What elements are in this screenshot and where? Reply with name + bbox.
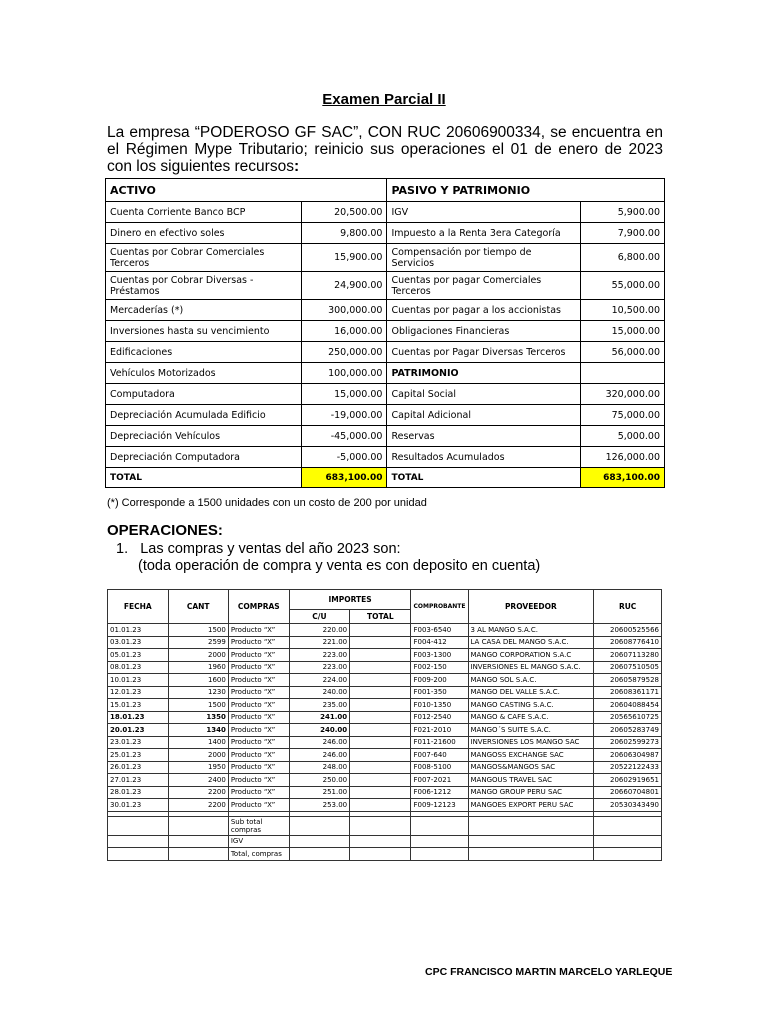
summary-cell <box>411 835 468 848</box>
summary-cell <box>411 848 468 861</box>
purchase-cant: 1340 <box>168 724 228 737</box>
purchase-producto: Producto “X” <box>228 686 289 699</box>
balance-pasivo-label: Resultados Acumulados <box>387 447 581 468</box>
balance-pasivo-label: Impuesto a la Renta 3era Categoría <box>387 223 581 244</box>
purchase-row <box>108 774 662 787</box>
purchase-ruc: 20608776410 <box>594 636 662 649</box>
purchase-cu: 240.00 <box>289 686 349 699</box>
purchase-cant: 2000 <box>168 649 228 662</box>
purchase-proveedor: 3 AL MANGO S.A.C. <box>468 624 594 637</box>
purchase-total <box>350 686 411 699</box>
purchase-cu: 223.00 <box>289 649 349 662</box>
purchase-row <box>108 711 662 724</box>
purchase-row <box>108 799 662 812</box>
purchase-row <box>108 736 662 749</box>
summary-cell <box>168 816 228 835</box>
page-title: Examen Parcial II <box>322 91 446 108</box>
purchase-fecha: 01.01.23 <box>108 624 169 637</box>
purchase-ruc: 20607113280 <box>594 649 662 662</box>
purchase-cant: 1350 <box>168 711 228 724</box>
purchase-proveedor: MANGOSS EXCHANGE SAC <box>468 749 594 762</box>
subtotal-label-line2: compras <box>230 825 262 834</box>
total-activo-label: TOTAL <box>106 468 302 488</box>
header-activo: ACTIVO <box>106 179 387 202</box>
purchase-total <box>350 661 411 674</box>
subtotal-row <box>108 816 662 835</box>
balance-activo-label: Cuenta Corriente Banco BCP <box>106 202 302 223</box>
purchase-row <box>108 749 662 762</box>
balance-pasivo-value: 320,000.00 <box>581 384 665 405</box>
summary-label <box>228 816 289 835</box>
purchase-cant: 1400 <box>168 736 228 749</box>
purchase-cu: 248.00 <box>289 761 349 774</box>
purchase-fecha: 20.01.23 <box>108 724 169 737</box>
purchase-total <box>350 674 411 687</box>
purchase-ruc: 20608361171 <box>594 686 662 699</box>
balance-row <box>106 363 665 384</box>
total-compras-row <box>108 848 662 861</box>
summary-cell <box>594 835 662 848</box>
balance-activo-label: Mercaderías (*) <box>106 300 302 321</box>
col-comprobante: COMPROBANTE <box>411 590 468 624</box>
purchase-fecha: 15.01.23 <box>108 699 169 712</box>
purchase-comprobante: F021-2010 <box>411 724 468 737</box>
balance-pasivo-label: IGV <box>387 202 581 223</box>
summary-cell <box>350 816 411 835</box>
purchase-comprobante: F009-12123 <box>411 799 468 812</box>
balance-pasivo-label: Capital Social <box>387 384 581 405</box>
balance-pasivo-label: Capital Adicional <box>387 405 581 426</box>
purchase-proveedor: MANGO & CAFE S.A.C. <box>468 711 594 724</box>
purchase-comprobante: F004-412 <box>411 636 468 649</box>
purchase-ruc: 20605879528 <box>594 674 662 687</box>
purchase-ruc: 20607510505 <box>594 661 662 674</box>
purchase-cant: 1960 <box>168 661 228 674</box>
igv-row <box>108 835 662 848</box>
balance-pasivo-value: 126,000.00 <box>581 447 665 468</box>
summary-label: IGV <box>228 835 289 848</box>
summary-cell <box>411 816 468 835</box>
summary-cell <box>468 835 594 848</box>
purchase-comprobante: F006-1212 <box>411 786 468 799</box>
purchase-comprobante: F003-6540 <box>411 624 468 637</box>
purchase-cu: 250.00 <box>289 774 349 787</box>
purchase-comprobante: F011-21600 <box>411 736 468 749</box>
purchase-comprobante: F002-150 <box>411 661 468 674</box>
operations-heading: OPERACIONES: <box>107 522 223 539</box>
purchase-proveedor: MANGO CASTING S.A.C. <box>468 699 594 712</box>
balance-activo-value: 16,000.00 <box>301 321 387 342</box>
purchase-cant: 2599 <box>168 636 228 649</box>
purchase-cant: 2000 <box>168 749 228 762</box>
purchase-fecha: 23.01.23 <box>108 736 169 749</box>
balance-row <box>106 223 665 244</box>
summary-cell <box>168 835 228 848</box>
balance-pasivo-value: 75,000.00 <box>581 405 665 426</box>
purchase-proveedor: INVERSIONES LOS MANGO SAC <box>468 736 594 749</box>
purchase-fecha: 08.01.23 <box>108 661 169 674</box>
purchase-total <box>350 711 411 724</box>
balance-pasivo-label: Cuentas por Pagar Diversas Terceros <box>387 342 581 363</box>
purchase-fecha: 05.01.23 <box>108 649 169 662</box>
purchase-row <box>108 699 662 712</box>
balance-activo-label: Depreciación Vehículos <box>106 426 302 447</box>
summary-label: Total, compras <box>228 848 289 861</box>
purchase-fecha: 10.01.23 <box>108 674 169 687</box>
col-fecha: FECHA <box>108 590 169 624</box>
author-signature: CPC FRANCISCO MARTIN MARCELO YARLEQUE <box>425 966 673 978</box>
balance-total-row <box>106 468 665 488</box>
purchase-total <box>350 749 411 762</box>
purchase-comprobante: F007-2021 <box>411 774 468 787</box>
balance-table <box>105 178 665 488</box>
summary-cell <box>108 816 169 835</box>
purchase-proveedor: MANGO CORPORATION S.A.C <box>468 649 594 662</box>
total-pasivo-label: TOTAL <box>387 468 581 488</box>
purchase-row <box>108 786 662 799</box>
purchase-producto: Producto “X” <box>228 736 289 749</box>
total-activo-value: 683,100.00 <box>301 468 387 488</box>
balance-activo-value: -19,000.00 <box>301 405 387 426</box>
balance-row <box>106 342 665 363</box>
balance-activo-label: Cuentas por Cobrar Diversas - Préstamos <box>106 272 302 300</box>
purchase-cant: 2400 <box>168 774 228 787</box>
purchase-cu: 235.00 <box>289 699 349 712</box>
summary-cell <box>350 835 411 848</box>
balance-pasivo-label: Compensación por tiempo de Servicios <box>387 244 581 272</box>
balance-pasivo-value: 15,000.00 <box>581 321 665 342</box>
balance-activo-value: 24,900.00 <box>301 272 387 300</box>
balance-row <box>106 272 665 300</box>
purchase-producto: Producto “X” <box>228 636 289 649</box>
purchase-comprobante: F010-1350 <box>411 699 468 712</box>
purchase-cant: 2200 <box>168 799 228 812</box>
balance-activo-label: Cuentas por Cobrar Comerciales Terceros <box>106 244 302 272</box>
purchase-cu: 220.00 <box>289 624 349 637</box>
purchase-producto: Producto “X” <box>228 786 289 799</box>
purchase-total <box>350 774 411 787</box>
purchase-row <box>108 674 662 687</box>
balance-pasivo-label: Obligaciones Financieras <box>387 321 581 342</box>
purchase-producto: Producto “X” <box>228 649 289 662</box>
balance-header-row <box>106 179 665 202</box>
purchase-producto: Producto “X” <box>228 624 289 637</box>
balance-pasivo-label: Reservas <box>387 426 581 447</box>
balance-pasivo-value: 5,000.00 <box>581 426 665 447</box>
balance-pasivo-value: 7,900.00 <box>581 223 665 244</box>
purchase-row <box>108 661 662 674</box>
purchase-proveedor: MANGOS&MANGOS SAC <box>468 761 594 774</box>
balance-activo-label: Inversiones hasta su vencimiento <box>106 321 302 342</box>
balance-pasivo-value: 5,900.00 <box>581 202 665 223</box>
purchase-total <box>350 761 411 774</box>
purchase-producto: Producto “X” <box>228 761 289 774</box>
purchase-ruc: 20530343490 <box>594 799 662 812</box>
purchase-comprobante: F012-2540 <box>411 711 468 724</box>
balance-row <box>106 300 665 321</box>
purchase-ruc: 20602919651 <box>594 774 662 787</box>
purchase-ruc: 20565610725 <box>594 711 662 724</box>
balance-row <box>106 202 665 223</box>
purchase-ruc: 20602599273 <box>594 736 662 749</box>
balance-activo-label: Vehículos Motorizados <box>106 363 302 384</box>
purchase-cu: 240.00 <box>289 724 349 737</box>
balance-pasivo-value <box>581 363 665 384</box>
purchase-fecha: 30.01.23 <box>108 799 169 812</box>
col-total: TOTAL <box>350 610 411 624</box>
purchase-comprobante: F003-1300 <box>411 649 468 662</box>
total-pasivo-value: 683,100.00 <box>581 468 665 488</box>
summary-cell <box>108 848 169 861</box>
col-ruc: RUC <box>594 590 662 624</box>
purchases-table <box>107 589 662 861</box>
purchase-cu: 223.00 <box>289 661 349 674</box>
summary-cell <box>350 848 411 861</box>
balance-activo-label: Depreciación Acumulada Edificio <box>106 405 302 426</box>
summary-cell <box>594 816 662 835</box>
col-compras: COMPRAS <box>228 590 289 624</box>
purchase-ruc: 20522122433 <box>594 761 662 774</box>
purchase-total <box>350 736 411 749</box>
balance-activo-label: Computadora <box>106 384 302 405</box>
purchase-cant: 1500 <box>168 699 228 712</box>
intro-text: La empresa “PODEROSO GF SAC”, CON RUC 20606900334, se encuentra en el Régimen Mype Tributario; reinicio sus operaciones el 01 de enero de 2023 con los siguientes recursos <box>107 124 663 175</box>
col-importes: IMPORTES <box>289 590 411 610</box>
balance-activo-value: 15,000.00 <box>301 384 387 405</box>
purchase-cu: 253.00 <box>289 799 349 812</box>
purchase-cant: 2200 <box>168 786 228 799</box>
purchase-producto: Producto “X” <box>228 661 289 674</box>
purchase-producto: Producto “X” <box>228 724 289 737</box>
item-number: 1. <box>116 541 129 557</box>
footnote: (*) Corresponde a 1500 unidades con un costo de 200 por unidad <box>107 497 427 509</box>
subtotal-label-line1: Sub total <box>230 817 263 826</box>
balance-activo-value: -45,000.00 <box>301 426 387 447</box>
balance-pasivo-value: 10,500.00 <box>581 300 665 321</box>
balance-activo-value: 250,000.00 <box>301 342 387 363</box>
balance-pasivo-value: 6,800.00 <box>581 244 665 272</box>
purchase-producto: Producto “X” <box>228 749 289 762</box>
balance-pasivo-label: Cuentas por pagar a los accionistas <box>387 300 581 321</box>
purchase-producto: Producto “X” <box>228 774 289 787</box>
summary-cell <box>168 848 228 861</box>
balance-activo-label: Dinero en efectivo soles <box>106 223 302 244</box>
purchase-row <box>108 649 662 662</box>
balance-activo-label: Edificaciones <box>106 342 302 363</box>
summary-cell <box>289 835 349 848</box>
balance-row <box>106 447 665 468</box>
purchase-fecha: 12.01.23 <box>108 686 169 699</box>
purchase-total <box>350 624 411 637</box>
purchase-proveedor: MANGOES EXPORT PERU SAC <box>468 799 594 812</box>
balance-activo-value: 15,900.00 <box>301 244 387 272</box>
purchase-fecha: 26.01.23 <box>108 761 169 774</box>
purchase-row <box>108 761 662 774</box>
purchase-ruc: 20600525566 <box>594 624 662 637</box>
purchase-total <box>350 636 411 649</box>
purchase-fecha: 27.01.23 <box>108 774 169 787</box>
balance-row <box>106 244 665 272</box>
item-line-2: (toda operación de compra y venta es con deposito en cuenta) <box>138 558 541 574</box>
purchase-proveedor: MANGO GROUP PERU SAC <box>468 786 594 799</box>
purchase-row <box>108 724 662 737</box>
header-pasivo: PASIVO Y PATRIMONIO <box>387 179 665 202</box>
item-line-1: Las compras y ventas del año 2023 son: <box>140 541 401 557</box>
balance-pasivo-value: 56,000.00 <box>581 342 665 363</box>
purchase-cant: 1600 <box>168 674 228 687</box>
purchase-total <box>350 799 411 812</box>
purchase-total <box>350 786 411 799</box>
balance-pasivo-label: Cuentas por pagar Comerciales Terceros <box>387 272 581 300</box>
summary-cell <box>468 816 594 835</box>
balance-activo-value: 9,800.00 <box>301 223 387 244</box>
balance-row <box>106 384 665 405</box>
summary-cell <box>289 816 349 835</box>
purchase-cant: 1950 <box>168 761 228 774</box>
purchase-ruc: 20604088454 <box>594 699 662 712</box>
purchase-fecha: 25.01.23 <box>108 749 169 762</box>
purchase-fecha: 03.01.23 <box>108 636 169 649</box>
purchase-ruc: 20605283749 <box>594 724 662 737</box>
purchase-proveedor: MANGO SOL S.A.C. <box>468 674 594 687</box>
purchase-producto: Producto “X” <box>228 674 289 687</box>
purchase-total <box>350 649 411 662</box>
summary-cell <box>108 835 169 848</box>
balance-pasivo-value: 55,000.00 <box>581 272 665 300</box>
summary-cell <box>289 848 349 861</box>
purchase-producto: Producto “X” <box>228 799 289 812</box>
purchase-cant: 1230 <box>168 686 228 699</box>
balance-row <box>106 426 665 447</box>
purchase-total <box>350 724 411 737</box>
purchase-comprobante: F009-200 <box>411 674 468 687</box>
purchase-cu: 251.00 <box>289 786 349 799</box>
purchase-cu: 246.00 <box>289 749 349 762</box>
purchase-fecha: 18.01.23 <box>108 711 169 724</box>
purchase-cant: 1500 <box>168 624 228 637</box>
balance-row <box>106 405 665 426</box>
purchase-fecha: 28.01.23 <box>108 786 169 799</box>
intro-colon: : <box>293 158 300 175</box>
purchase-proveedor: INVERSIONES EL MANGO S.A.C. <box>468 661 594 674</box>
col-proveedor: PROVEEDOR <box>468 590 594 624</box>
purchase-total <box>350 699 411 712</box>
purchase-cu: 246.00 <box>289 736 349 749</box>
purchase-cu: 241.00 <box>289 711 349 724</box>
intro-paragraph <box>107 124 663 175</box>
purchase-row <box>108 636 662 649</box>
summary-cell <box>468 848 594 861</box>
purchase-proveedor: MANGO DEL VALLE S.A.C. <box>468 686 594 699</box>
balance-pasivo-label: PATRIMONIO <box>387 363 581 384</box>
purchase-proveedor: MANGO´S SUITE S.A.C. <box>468 724 594 737</box>
operations-item-1 <box>116 541 540 575</box>
purchase-proveedor: MANGOUS TRAVEL SAC <box>468 774 594 787</box>
balance-row <box>106 321 665 342</box>
purchase-proveedor: LA CASA DEL MANGO S.A.C. <box>468 636 594 649</box>
purchase-row <box>108 624 662 637</box>
purchase-ruc: 20606304987 <box>594 749 662 762</box>
balance-activo-value: 300,000.00 <box>301 300 387 321</box>
purchase-cu: 224.00 <box>289 674 349 687</box>
summary-cell <box>594 848 662 861</box>
balance-activo-value: 100,000.00 <box>301 363 387 384</box>
purchase-producto: Producto “X” <box>228 699 289 712</box>
purchase-producto: Producto “X” <box>228 711 289 724</box>
col-cant: CANT <box>168 590 228 624</box>
purchase-row <box>108 686 662 699</box>
balance-activo-value: -5,000.00 <box>301 447 387 468</box>
purchase-ruc: 20660704801 <box>594 786 662 799</box>
balance-activo-value: 20,500.00 <box>301 202 387 223</box>
purchase-comprobante: F007-640 <box>411 749 468 762</box>
purchase-cu: 221.00 <box>289 636 349 649</box>
purchase-comprobante: F008-5100 <box>411 761 468 774</box>
purchase-comprobante: F001-350 <box>411 686 468 699</box>
col-cu: C/U <box>289 610 349 624</box>
balance-activo-label: Depreciación Computadora <box>106 447 302 468</box>
